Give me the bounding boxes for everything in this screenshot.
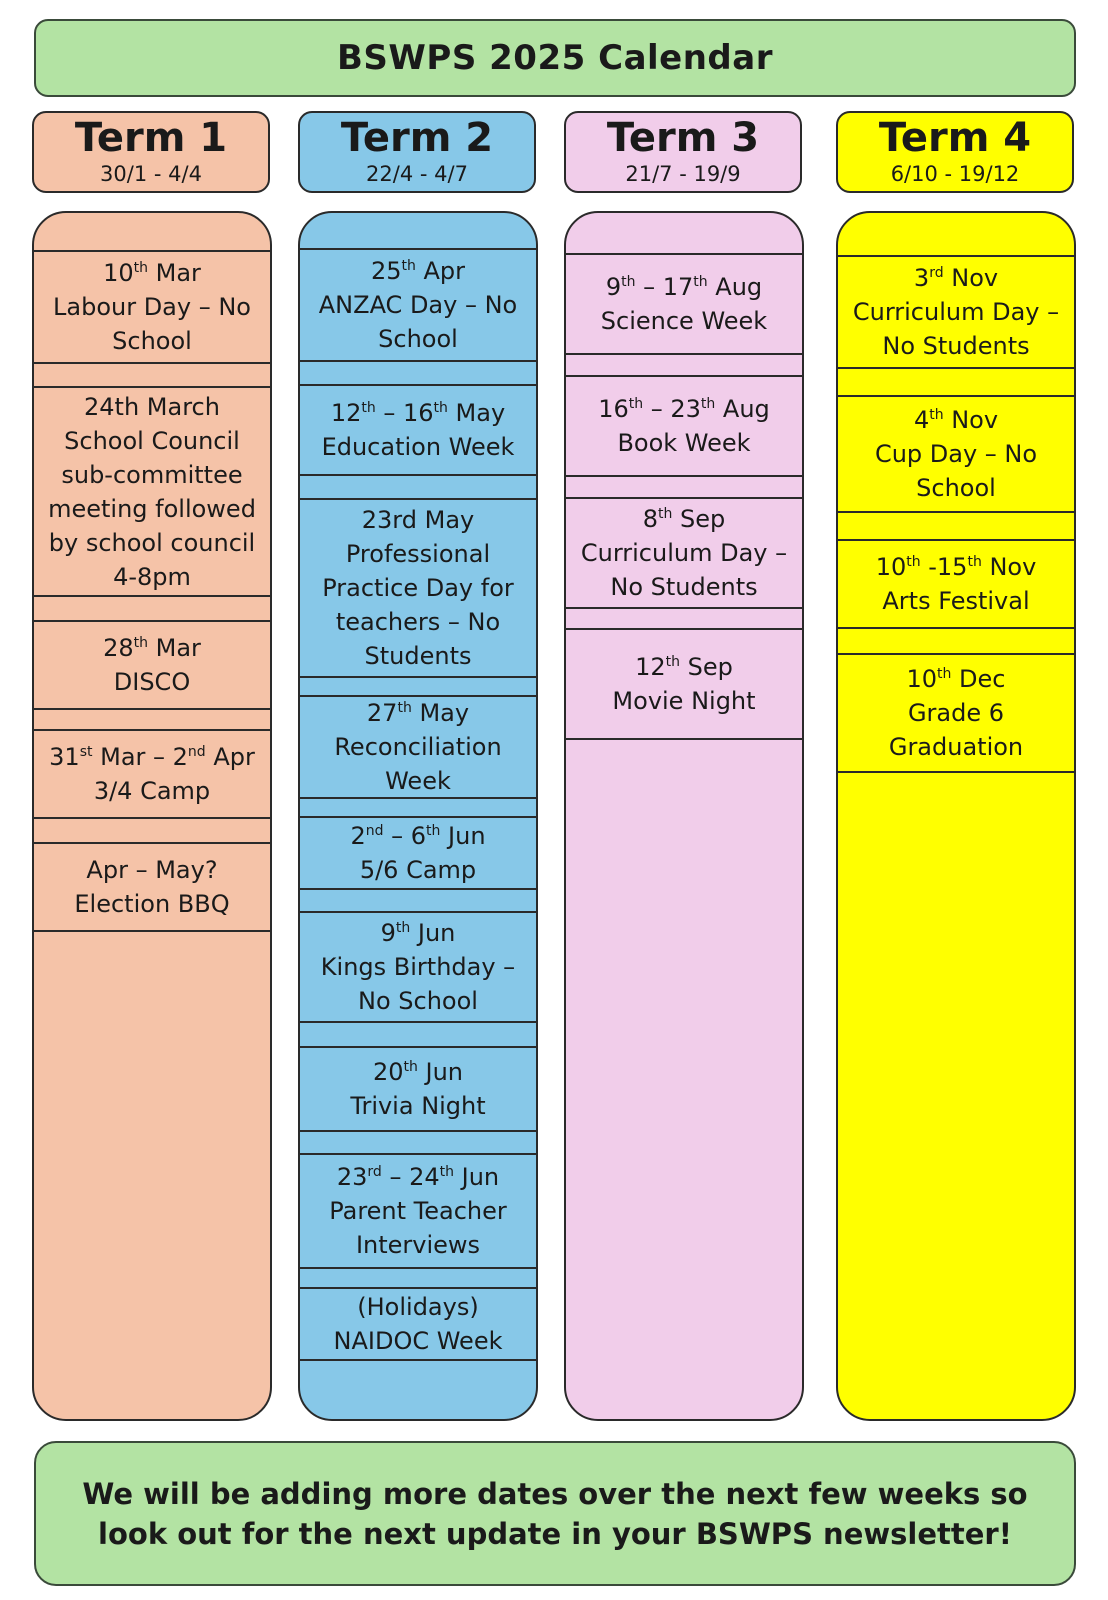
- event-date: 25th Apr: [370, 257, 466, 285]
- event-line: No Students: [882, 332, 1030, 360]
- event-56-camp: [300, 816, 536, 890]
- event-line: Professional: [345, 540, 491, 568]
- event-curriculum-day-term4: [838, 255, 1074, 369]
- event-line: Practice Day for: [322, 574, 514, 602]
- event-science-week: [566, 253, 802, 355]
- event-date: 23rd – 24th Jun: [336, 1163, 500, 1191]
- event-line: Trivia Night: [350, 1092, 486, 1120]
- event-date: (Holidays): [357, 1293, 479, 1321]
- event-line: 5/6 Camp: [359, 856, 477, 884]
- term-3-dates: 21/7 - 19/9: [625, 162, 741, 186]
- term-1-header: [32, 111, 270, 193]
- event-line: Graduation: [888, 733, 1024, 761]
- term-1-name: Term 1: [74, 115, 228, 161]
- event-arts-festival: [838, 539, 1074, 629]
- event-anzac-day: [300, 248, 536, 362]
- event-line: Parent Teacher: [329, 1197, 507, 1225]
- event-line: School: [112, 327, 192, 355]
- event-line: 4-8pm: [113, 562, 191, 591]
- event-line: meeting followed: [48, 494, 256, 523]
- event-date: 2nd – 6th Jun: [350, 822, 486, 850]
- event-line: DISCO: [113, 668, 191, 696]
- event-line: ANZAC Day – No: [318, 291, 518, 319]
- event-line: School Council: [64, 426, 240, 455]
- event-date: Apr – May?: [86, 856, 218, 884]
- event-line: Grade 6: [907, 699, 1005, 727]
- event-date: 31st Mar – 2nd Apr: [49, 743, 255, 771]
- event-line: School: [916, 474, 996, 502]
- event-date: 9th – 17th Aug: [605, 273, 763, 301]
- event-grade6-graduation: [838, 653, 1074, 773]
- term-3-events-column: [564, 211, 804, 1421]
- event-line: NAIDOC Week: [333, 1327, 503, 1355]
- event-line: No School: [358, 987, 478, 1015]
- event-date: 9th Jun: [380, 919, 456, 947]
- event-trivia-night: [300, 1046, 536, 1132]
- event-date: 10th Mar: [103, 259, 201, 287]
- event-parent-teacher-interviews: [300, 1153, 536, 1269]
- event-education-week: [300, 384, 536, 476]
- event-movie-night: [566, 628, 802, 740]
- term-4-dates: 6/10 - 19/12: [890, 162, 1020, 186]
- event-date: 10th Dec: [906, 665, 1006, 693]
- event-line: Education Week: [321, 433, 515, 461]
- event-date: 12th – 16th May: [330, 399, 506, 427]
- event-line: No Students: [610, 573, 758, 601]
- term-2-name: Term 2: [340, 115, 494, 161]
- term-3-header: [564, 111, 802, 193]
- calendar-title: BSWPS 2025 Calendar: [34, 19, 1076, 97]
- event-line: Book Week: [617, 429, 751, 457]
- event-book-week: [566, 375, 802, 477]
- term-2-header: [298, 111, 536, 193]
- event-line: by school council: [48, 528, 256, 557]
- event-date: 28th Mar: [103, 634, 201, 662]
- event-naidoc-week: [300, 1287, 536, 1361]
- event-curriculum-day-term3: [566, 497, 802, 609]
- event-labour-day: [34, 250, 270, 364]
- term-4-header: [836, 111, 1074, 193]
- event-34-camp: [34, 729, 270, 819]
- event-date: 24th March: [84, 392, 220, 421]
- term-2-dates: 22/4 - 4/7: [366, 162, 468, 186]
- footer-notice: We will be adding more dates over the next few weeks so look out for the next update in your BSWPS newsletter!: [34, 1441, 1076, 1586]
- event-reconciliation-week: [300, 695, 536, 799]
- term-1-dates: 30/1 - 4/4: [100, 162, 202, 186]
- event-school-council: [34, 386, 270, 597]
- term-1-events-column: [32, 211, 272, 1421]
- event-date: 27th May: [366, 699, 470, 727]
- event-line: Kings Birthday –: [320, 953, 516, 981]
- event-date: 23rd May: [361, 506, 475, 534]
- event-line: Curriculum Day –: [580, 539, 788, 567]
- event-professional-practice-day: [300, 498, 536, 678]
- event-line: Election BBQ: [74, 890, 230, 918]
- event-date: 12th Sep: [635, 653, 733, 681]
- event-line: Labour Day – No: [53, 293, 251, 321]
- event-line: 3/4 Camp: [93, 777, 211, 805]
- event-line: Curriculum Day –: [852, 298, 1060, 326]
- event-line: teachers – No: [335, 608, 501, 636]
- event-line: Movie Night: [612, 687, 756, 715]
- event-line: Interviews: [355, 1231, 481, 1259]
- event-line: School: [378, 325, 458, 353]
- event-date: 4th Nov: [913, 406, 999, 434]
- term-4-events-column: [836, 211, 1076, 1421]
- event-date: 20th Jun: [372, 1058, 464, 1086]
- event-election-bbq: [34, 842, 270, 932]
- term-3-name: Term 3: [606, 115, 760, 161]
- event-cup-day: [838, 395, 1074, 513]
- term-4-name: Term 4: [878, 115, 1032, 161]
- event-line: Reconciliation: [334, 733, 502, 761]
- event-line: sub-committee: [61, 460, 243, 489]
- event-line: Cup Day – No: [874, 440, 1038, 468]
- event-date: 3rd Nov: [913, 264, 999, 292]
- event-kings-birthday: [300, 911, 536, 1023]
- event-line: Week: [385, 767, 451, 795]
- event-date: 16th – 23th Aug: [598, 395, 770, 423]
- event-date: 10th -15th Nov: [875, 553, 1037, 581]
- event-line: Arts Festival: [882, 587, 1030, 615]
- event-line: Students: [364, 642, 472, 670]
- event-line: Science Week: [600, 307, 768, 335]
- event-disco: [34, 620, 270, 710]
- term-2-events-column: [298, 211, 538, 1421]
- event-date: 8th Sep: [642, 505, 726, 533]
